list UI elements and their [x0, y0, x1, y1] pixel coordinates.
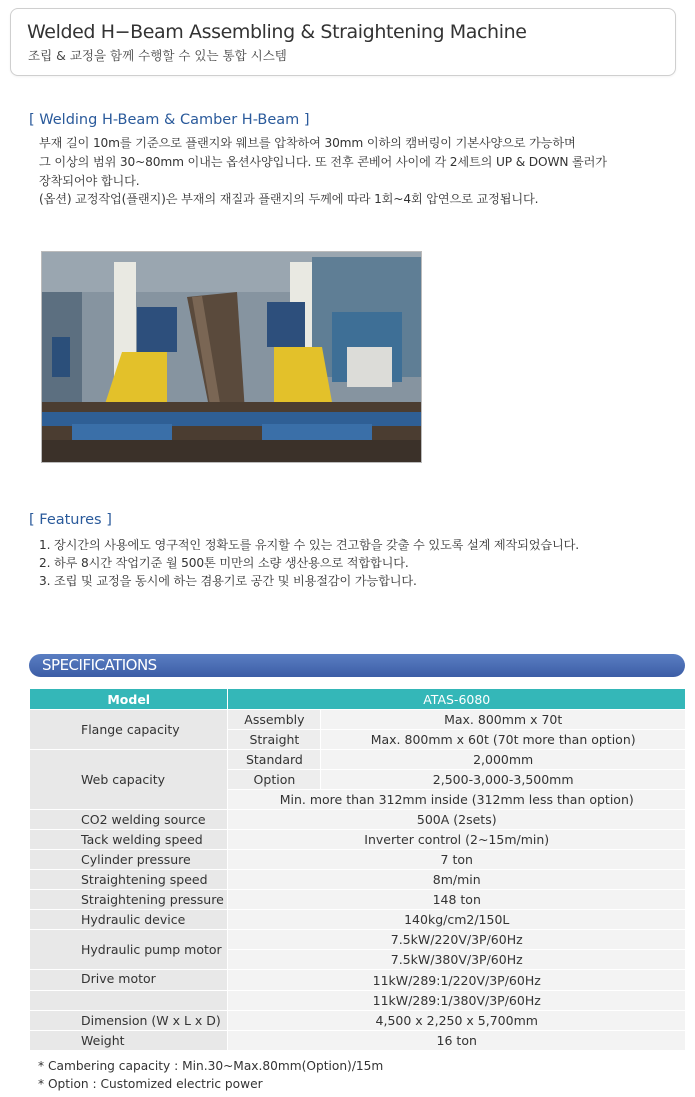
header-model: Model [30, 689, 228, 710]
flange-capacity-label: Flange capacity [30, 710, 228, 750]
straightening-pressure-value: 148 ton [228, 890, 686, 910]
table-row [30, 1031, 686, 1051]
straightening-speed-label: Straightening speed [30, 870, 228, 890]
co2-label: CO2 welding source [30, 810, 228, 830]
hydraulic-pump-value-1: 7.5kW/220V/3P/60Hz [228, 930, 686, 950]
header-model-value: ATAS-6080 [228, 689, 686, 710]
co2-value: 500A (2sets) [228, 810, 686, 830]
table-header-row [30, 689, 686, 710]
feature-item-1: 1. 장시간의 사용에도 영구적인 정확도를 유지할 수 있는 견고함을 갖출 수 있도록 설계 제작되었습니다. [39, 538, 580, 552]
straightening-speed-value: 8m/min [228, 870, 686, 890]
machine-photo-illustration [42, 252, 421, 462]
table-row [30, 830, 686, 850]
features-heading: [ Features ] [29, 512, 112, 528]
tack-speed-value: Inverter control (2~15m/min) [228, 830, 686, 850]
table-row [30, 710, 686, 730]
table-row [30, 750, 686, 770]
web-option-value: 2,500-3,000-3,500mm [321, 770, 686, 790]
hydraulic-pump-value-2: 7.5kW/380V/3P/60Hz [228, 950, 686, 970]
web-inside-value: Min. more than 312mm inside (312mm less than option) [228, 790, 686, 810]
title-box [10, 8, 676, 76]
drive-motor-label: Drive motor [30, 970, 228, 991]
specifications-banner: SPECIFICATIONS [29, 654, 685, 677]
web-standard-label: Standard [228, 750, 321, 770]
weight-label: Weight [30, 1031, 228, 1051]
cylinder-pressure-label: Cylinder pressure [30, 850, 228, 870]
dimension-label: Dimension (W x L x D) [30, 1011, 228, 1031]
table-row [30, 850, 686, 870]
page-title: Welded H−Beam Assembling & Straightening Machine [27, 21, 527, 43]
note-cambering: * Cambering capacity : Min.30~Max.80mm(Option)/15m [38, 1059, 384, 1073]
hydraulic-device-label: Hydraulic device [30, 910, 228, 930]
intro-line-3: 장착되어야 합니다. [39, 174, 140, 188]
specifications-table [30, 689, 686, 1051]
web-capacity-label: Web capacity [30, 750, 228, 810]
flange-assembly-value: Max. 800mm x 70t [321, 710, 686, 730]
table-row [30, 890, 686, 910]
drive-motor-value-2: 11kW/289:1/380V/3P/60Hz [228, 991, 686, 1011]
hydraulic-pump-label: Hydraulic pump motor [30, 930, 228, 970]
straightening-pressure-label: Straightening pressure [30, 890, 228, 910]
intro-line-4: (옵션) 교정작업(플랜지)은 부재의 재질과 플랜지의 두께에 따라 1회~4회 압연으로 교정됩니다. [39, 192, 539, 206]
hydraulic-device-value: 140kg/cm2/150L [228, 910, 686, 930]
machine-photo [41, 251, 422, 463]
table-row [30, 1011, 686, 1031]
drive-motor-value-1: 11kW/289:1/220V/3P/60Hz [228, 970, 686, 991]
flange-straight-label: Straight [228, 730, 321, 750]
feature-item-2: 2. 하루 8시간 작업기준 월 500톤 미만의 소량 생산용으로 적합합니다. [39, 556, 409, 570]
table-row [30, 910, 686, 930]
table-row [30, 991, 686, 1011]
page-subtitle: 조립 & 교정을 함께 수행할 수 있는 통합 시스템 [28, 48, 287, 63]
flange-assembly-label: Assembly [228, 710, 321, 730]
tack-speed-label: Tack welding speed [30, 830, 228, 850]
table-row [30, 810, 686, 830]
note-option: * Option : Customized electric power [38, 1077, 263, 1091]
weight-value: 16 ton [228, 1031, 686, 1051]
flange-straight-value: Max. 800mm x 60t (70t more than option) [321, 730, 686, 750]
table-row [30, 930, 686, 950]
table-row [30, 970, 686, 991]
drive-motor-label-empty [30, 991, 228, 1011]
cylinder-pressure-value: 7 ton [228, 850, 686, 870]
web-standard-value: 2,000mm [321, 750, 686, 770]
table-row [30, 870, 686, 890]
intro-line-2: 그 이상의 범위 30~80mm 이내는 옵션사양입니다. 또 전후 콘베어 사이에 각 2세트의 UP & DOWN 롤러가 [39, 155, 607, 169]
intro-heading: [ Welding H-Beam & Camber H-Beam ] [29, 112, 310, 128]
dimension-value: 4,500 x 2,250 x 5,700mm [228, 1011, 686, 1031]
web-option-label: Option [228, 770, 321, 790]
feature-item-3: 3. 조립 및 교정을 동시에 하는 겸용기로 공간 및 비용절감이 가능합니다. [39, 574, 417, 588]
intro-line-1: 부재 길이 10m를 기준으로 플랜지와 웨브를 압착하여 30mm 이하의 캠버링이 기본사양으로 가능하며 [39, 136, 576, 150]
